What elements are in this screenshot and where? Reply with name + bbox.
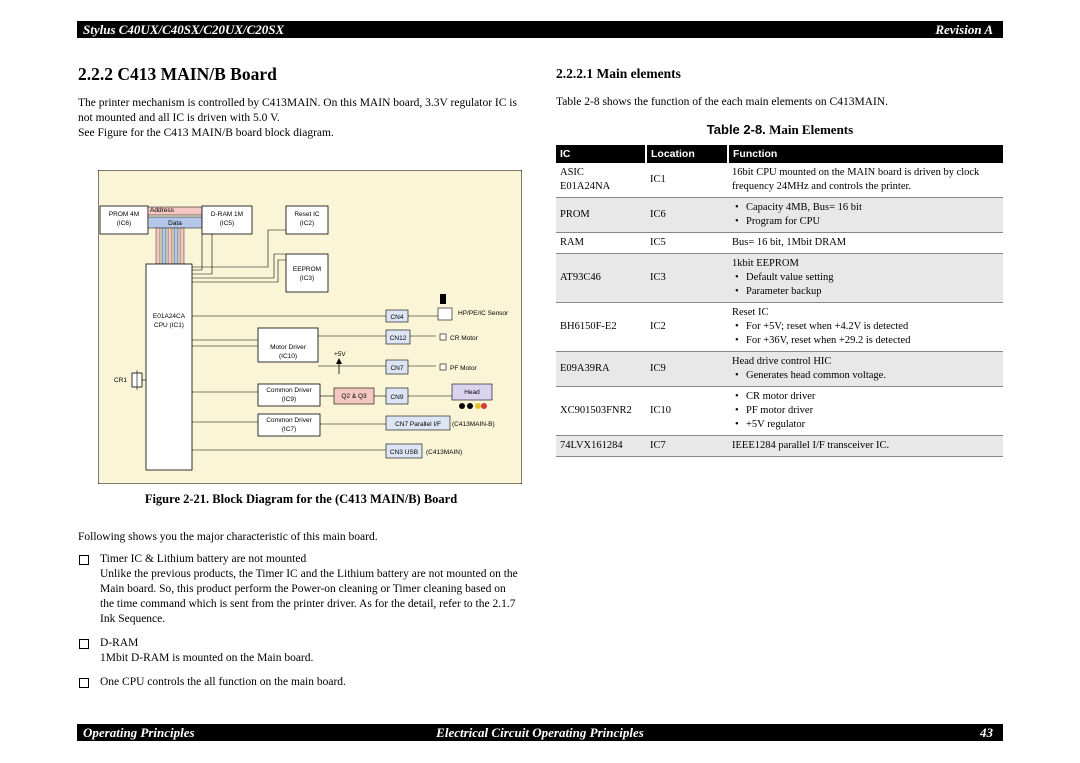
function-text: Head drive control HIC: [732, 356, 832, 367]
cn4-target: HP/PE/IC Sensor: [458, 310, 509, 317]
table-title: Main Elements: [769, 122, 854, 137]
dram-ic: (IC5): [219, 220, 235, 227]
cn7-target: PF Motor: [450, 365, 477, 372]
prom-label: PROM 4M: [108, 211, 140, 218]
main-elements-table: [556, 145, 1003, 457]
characteristics-intro: Following shows you the major characteristic of this main board.: [78, 531, 378, 543]
cn12-label: CN12: [389, 335, 407, 342]
eeprom-label: EEPROM: [292, 266, 322, 273]
function-text: IEEE1284 parallel I/F transceiver IC.: [732, 440, 890, 451]
intro-paragraph: The printer mechanism is controlled by C413MAIN. On this MAIN board, 3.3V regulator IC is not mounted and all IC is driven with 5.0 V.: [78, 97, 517, 124]
page-header: [77, 21, 1003, 38]
function-bullets: [732, 271, 999, 299]
cell-function: [728, 387, 1003, 436]
checklist-title: D-RAM: [100, 637, 139, 649]
checklist-body: 1Mbit D-RAM is mounted on the Main board.: [100, 652, 314, 664]
checklist-item-cpu: [79, 675, 519, 690]
table-intro: Table 2-8 shows the function of the each main elements on C413MAIN.: [556, 96, 888, 108]
common-driver-1-ic: (IC9): [281, 396, 297, 403]
cell-ic: XC901503FNR2: [556, 387, 646, 436]
cn3-usb-label: CN3 USB: [389, 449, 419, 456]
page-number: 43: [980, 725, 993, 740]
motor-driver-ic: (IC10): [278, 353, 298, 360]
checkbox-icon: [79, 678, 89, 688]
cell-location: IC3: [646, 254, 728, 303]
common-driver-2-ic: (IC7): [281, 426, 297, 433]
reset-label: Reset IC: [294, 211, 320, 218]
subsection-title: 2.2.2.1 Main elements: [556, 66, 681, 81]
function-bullets: [732, 390, 999, 432]
function-text: Reset IC: [732, 307, 769, 318]
cell-ic: PROM: [556, 198, 646, 233]
cn7-parallel-label: CN7 Parallel I/F: [395, 421, 441, 428]
function-bullet: • Parameter backup: [732, 285, 999, 299]
eeprom-ic: (IC3): [299, 275, 315, 282]
function-text: 1kbit EEPROM: [732, 258, 799, 269]
page-footer: [77, 724, 1003, 741]
function-bullet: • Generates head common voltage.: [732, 369, 999, 383]
checkbox-icon: [79, 639, 89, 649]
cpu-box: [146, 264, 192, 470]
function-bullet: • For +5V; reset when +4.2V is detected: [732, 320, 999, 334]
function-bullet: • PF motor driver: [732, 404, 999, 418]
cpu-ic: CPU (IC1): [154, 322, 184, 329]
checklist-item-dram: [79, 636, 519, 666]
cn12-target: CR Motor: [450, 335, 478, 342]
block-diagram: [98, 170, 522, 484]
q-label: Q2 & Q3: [341, 393, 367, 400]
function-bullets: [732, 369, 999, 383]
cell-function: [728, 254, 1003, 303]
function-text: 16bit CPU mounted on the MAIN board is driven by clock frequency 24MHz and controls the printer.: [732, 167, 980, 192]
cr1-label: CR1: [114, 377, 128, 384]
function-bullets: [732, 201, 999, 229]
motor-driver-label: Motor Driver: [270, 344, 306, 351]
function-bullets: [732, 320, 999, 348]
cell-ic: BH6150F-E2: [556, 303, 646, 352]
cell-location: IC6: [646, 198, 728, 233]
cell-ic: RAM: [556, 233, 646, 254]
table-row: [556, 233, 1003, 254]
function-bullet: • Program for CPU: [732, 215, 999, 229]
cn9-label: CN9: [390, 394, 404, 401]
table-row: [556, 303, 1003, 352]
cell-function: [728, 198, 1003, 233]
function-bullet: • For +36V, reset when +29.2 is detected: [732, 334, 999, 348]
cell-location: IC9: [646, 352, 728, 387]
footer-chapter: Operating Principles: [83, 725, 195, 740]
v5-label: +5V: [334, 351, 346, 358]
common-driver-2-label: Common Driver: [266, 417, 312, 424]
table-row: [556, 163, 1003, 198]
table-row: [556, 254, 1003, 303]
cell-function: [728, 436, 1003, 457]
footer-section: Electrical Circuit Operating Principles: [436, 725, 644, 740]
cell-location: IC2: [646, 303, 728, 352]
cell-ic: AT93C46: [556, 254, 646, 303]
cpu-label: E01A24CA: [152, 313, 186, 320]
header-model: Stylus C40UX/C40SX/C20UX/C20SX: [83, 22, 285, 37]
cell-function: [728, 233, 1003, 254]
table-row: [556, 198, 1003, 233]
table-row: [556, 387, 1003, 436]
cell-ic: E09A39RA: [556, 352, 646, 387]
column-header-location: Location: [646, 145, 728, 163]
cell-location: IC10: [646, 387, 728, 436]
head-label: Head: [464, 389, 480, 396]
table-row: [556, 352, 1003, 387]
cn3-usb-target: (C413MAIN): [426, 449, 463, 456]
cell-ic: 74LVX161284: [556, 436, 646, 457]
cell-ic: ASIC E01A24NA: [556, 163, 646, 198]
cell-location: IC7: [646, 436, 728, 457]
checklist-body: Unlike the previous products, the Timer IC and the Lithium battery are not mounted on the Main board. So, this product perform the Power-on cleaning or Timer cleaning based on the time command which is sent from the printer driver. As for the detail, refer to the 2.1.7 Ink Sequence.: [100, 568, 518, 625]
column-header-function: Function: [728, 145, 1003, 163]
header-revision: Revision A: [935, 22, 993, 37]
function-bullet: • CR motor driver: [732, 390, 999, 404]
data-label: Data: [168, 220, 182, 227]
function-bullet: • Default value setting: [732, 271, 999, 285]
function-bullet: • Capacity 4MB, Bus= 16 bit: [732, 201, 999, 215]
table-number: Table 2-8.: [706, 122, 766, 137]
column-header-ic: IC: [556, 145, 646, 163]
section-title: 2.2.2 C413 MAIN/B Board: [78, 64, 277, 84]
table-caption: [556, 122, 1004, 138]
prom-ic: (IC6): [116, 220, 132, 227]
function-text: Bus= 16 bit, 1Mbit DRAM: [732, 237, 847, 248]
cell-function: [728, 163, 1003, 198]
figure-caption: Figure 2-21. Block Diagram for the (C413 MAIN/B) Board: [144, 492, 458, 506]
checklist-item-timer: [79, 552, 519, 627]
checklist-title: One CPU controls the all function on the main board.: [100, 676, 346, 688]
checkbox-icon: [79, 555, 89, 565]
table-row: [556, 436, 1003, 457]
checklist-title: Timer IC & Lithium battery are not mounted: [100, 553, 307, 565]
cell-function: [728, 303, 1003, 352]
function-bullet: • +5V regulator: [732, 418, 999, 432]
cell-function: [728, 352, 1003, 387]
address-label: Address: [150, 207, 174, 214]
cell-location: IC5: [646, 233, 728, 254]
cell-location: IC1: [646, 163, 728, 198]
reset-ic: (IC2): [299, 220, 315, 227]
cn4-label: CN4: [390, 314, 404, 321]
eeprom-box: [286, 254, 328, 292]
cn7-label: CN7: [390, 365, 404, 372]
common-driver-1-label: Common Driver: [266, 387, 312, 394]
dram-label: D-RAM 1M: [210, 211, 244, 218]
see-figure-text: See Figure for the C413 MAIN/B board block diagram.: [78, 127, 334, 139]
cn7-parallel-target: (C413MAIN-B): [452, 421, 495, 428]
